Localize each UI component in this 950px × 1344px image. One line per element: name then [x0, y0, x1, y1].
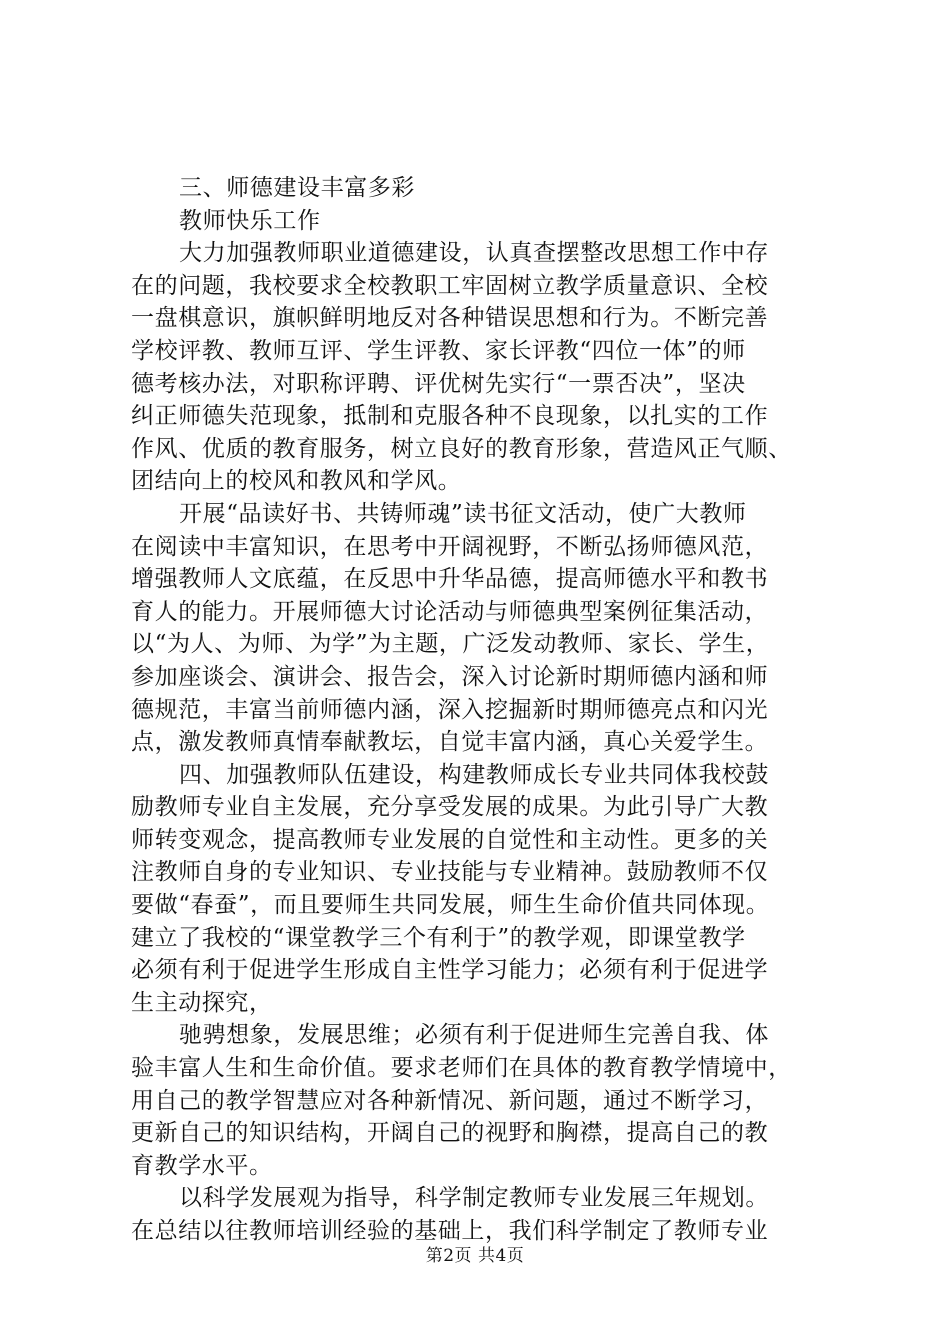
text-line: 注教师自身的专业知识、专业技能与专业精神。鼓励教师不仅	[131, 859, 769, 886]
text-line: 在阅读中丰富知识，在思考中开阔视野，不断弘扬师德风范，	[131, 533, 769, 560]
text-line: 必须有利于促进学生形成自主性学习能力；必须有利于促进学	[131, 957, 769, 984]
text-line: 育人的能力。开展师德大讨论活动与师德典型案例征集活动，	[131, 598, 769, 625]
text-line: 开展“品读好书、共铸师魂”读书征文活动，使广大教师	[179, 500, 747, 527]
text-line: 用自己的教学智慧应对各种新情况、新问题，通过不断学习，	[131, 1087, 769, 1114]
text-line: 团结向上的校风和教风和学风。	[131, 468, 462, 495]
text-line: 要做“春蚕”，而且要师生共同发展，师生生命价值共同体现。	[131, 892, 770, 919]
text-line: 更新自己的知识结构，开阔自己的视野和胸襟，提高自己的教	[131, 1120, 769, 1147]
text-line: 点，激发教师真情奉献教坛，自觉丰富内涵，真心关爱学生。	[131, 729, 769, 756]
text-line: 大力加强教师职业道德建设，认真查摆整改思想工作中存	[179, 240, 769, 267]
text-line: 三、师德建设丰富多彩	[179, 175, 415, 201]
text-line: 生主动探究，	[131, 989, 273, 1016]
text-line: 教师快乐工作	[179, 207, 321, 234]
text-line: 参加座谈会、演讲会、报告会，深入讨论新时期师德内涵和师	[131, 663, 769, 690]
text-line: 在总结以往教师培训经验的基础上，我们科学制定了教师专业	[131, 1218, 769, 1244]
text-line: 四、加强教师队伍建设，构建教师成长专业共同体我校鼓	[179, 761, 769, 788]
text-line: 建立了我校的“课堂教学三个有利于”的教学观，即课堂教学	[131, 924, 746, 951]
text-line: 以“为人、为师、为学”为主题，广泛发动教师、家长、学生，	[131, 631, 770, 658]
text-line: 德考核办法，对职称评聘、评优树先实行“一票否决”，坚决	[131, 370, 746, 397]
text-line: 验丰富人生和生命价值。要求老师们在具体的教育教学情境中，	[131, 1055, 792, 1082]
document-body	[131, 172, 837, 1248]
text-line: 师转变观念，提高教师专业发展的自觉性和主动性。更多的关	[131, 826, 769, 853]
text-line: 一盘棋意识，旗帜鲜明地反对各种错误思想和行为。不断完善	[131, 305, 769, 332]
text-line: 育教学水平。	[131, 1152, 273, 1179]
text-line: 纠正师德失范现象，抵制和克服各种不良现象，以扎实的工作	[131, 403, 769, 430]
text-line: 增强教师人文底蕴，在反思中升华品德，提高师德水平和教书	[131, 566, 769, 593]
text-line: 德规范，丰富当前师德内涵，深入挖掘新时期师德亮点和闪光	[131, 696, 769, 723]
text-line: 作风、优质的教育服务，树立良好的教育形象，营造风正气顺、	[131, 435, 792, 462]
text-line: 励教师专业自主发展，充分享受发展的成果。为此引导广大教	[131, 794, 769, 821]
text-line: 驰骋想象，发展思维；必须有利于促进师生完善自我、体	[179, 1022, 769, 1049]
page-footer: 第2页 共4页	[425, 1246, 525, 1266]
text-line: 以科学发展观为指导，科学制定教师专业发展三年规划。	[179, 1185, 769, 1212]
text-line: 在的问题，我校要求全校教职工牢固树立教学质量意识、全校	[131, 272, 769, 299]
text-line: 学校评教、教师互评、学生评教、家长评教“四位一体”的师	[131, 337, 746, 364]
